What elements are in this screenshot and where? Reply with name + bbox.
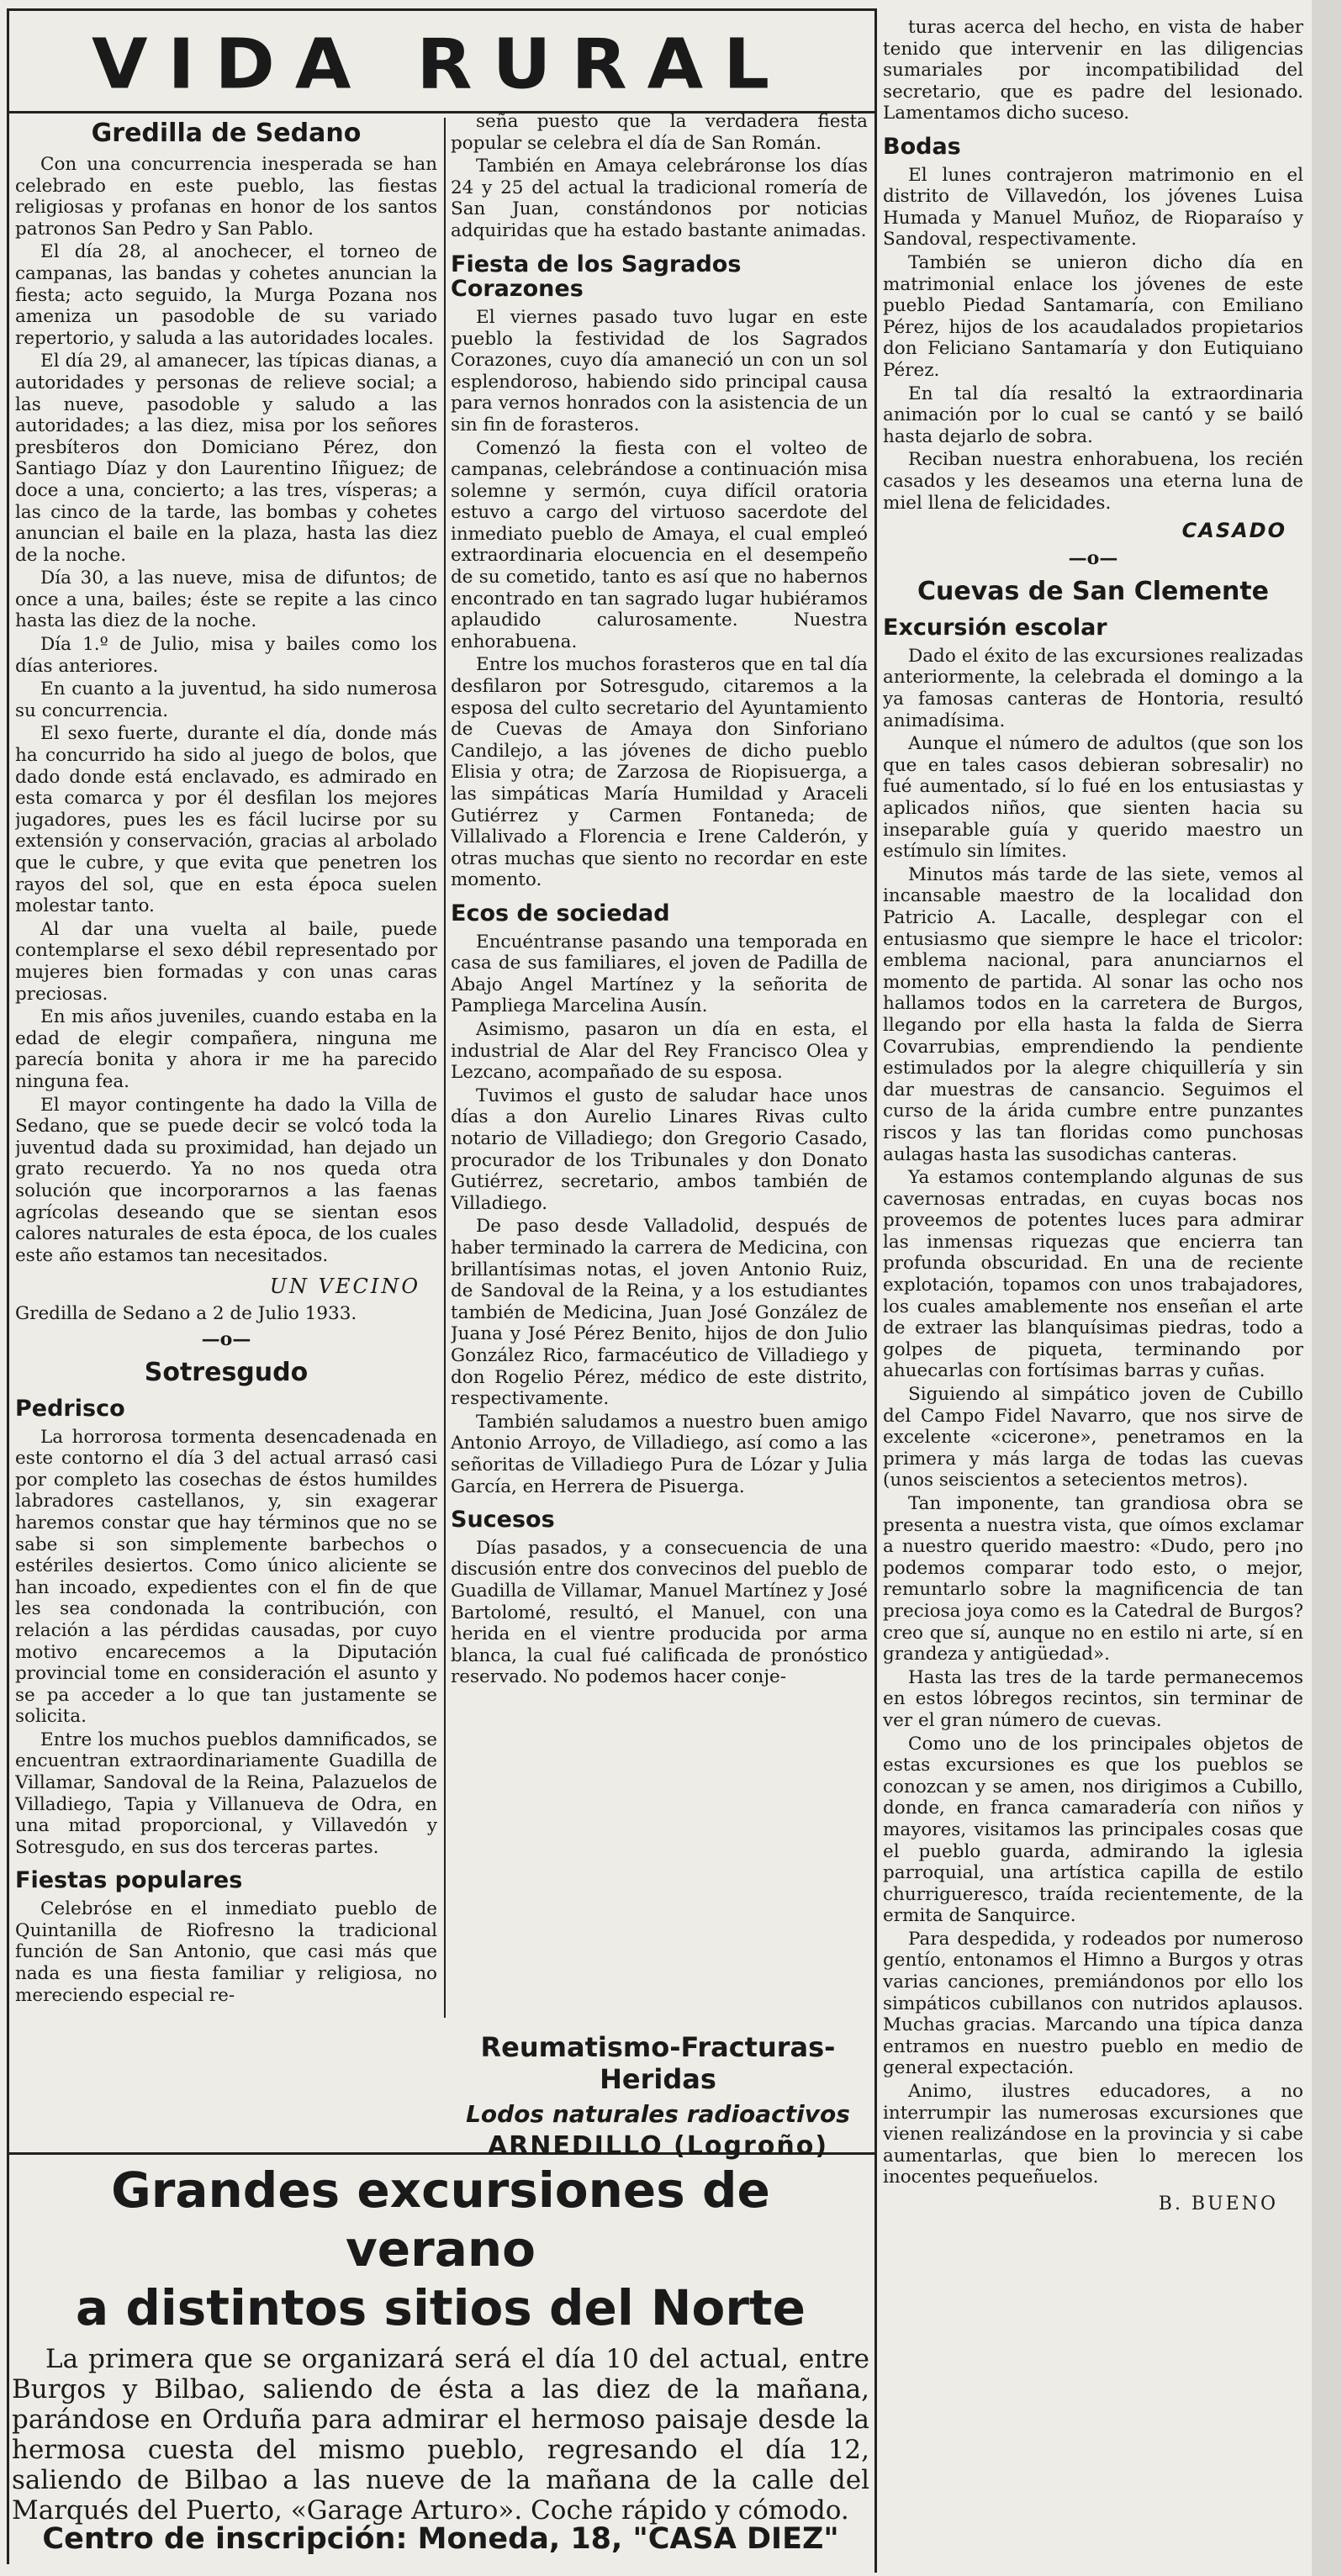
excursion-para: Para despedida, y rodeados por numeroso gentío, entonamos el Himno a Burgos y otras varias canciones, premiándonos por ello los simpáticos cubillanos con nutridos aplausos. Muchas gracias. Marcando una típica danza entramos en nuestro pueblo en medio de general expectación. xyxy=(883,1928,1303,2079)
excursion-para: Ya estamos contemplando algunas de sus cavernosas entradas, en cuyas bocas nos proveemos de potentes luces para admirar las inmensas riquezas que encierra tan profunda obscuridad. En una de reciente explotación, topamos con unos trabajadores, los cuales amablemente nos enseñan el arte de extraer las blanquísimas piedras, todo a golpes de piqueta, terminando por ahuecarlas con fortísimas barras y cuñas. xyxy=(883,1167,1303,1382)
excursion-para: Siguiendo al simpático joven de Cubillo del Campo Fidel Navarro, que nos sirve de excelente «cicerone», penetramos en la primera y más larga de todas las cuevas (unos seiscientos a setecientos metros). xyxy=(883,1384,1303,1491)
excursion-para: Como uno de los principales objetos de estas excursiones es que los pueblos se conozcan y se amen, nos dirigimos a Cubillo, donde, en franca camaradería con niños y mayores, visitamos las principales cosas que el pueblo guarda, admirando la iglesia parroquial, una artística capilla de estilo churrigueresco, traída recientemente, de la ermita de Sanquirce. xyxy=(883,1733,1303,1927)
bodas-signature: CASADO xyxy=(1181,519,1287,543)
col2-para: También en Amaya celebráronse los días 24 y 25 del actual la tradicional romería de San Juan, constándonos por noticias adquiridas que ha estado bastante animadas. xyxy=(451,156,868,241)
pedrisco-para: Entre los muchos pueblos damnificados, se encuentran extraordinariamente Guadilla de Villamar, Sandoval de la Reina, Palazuelos de Villadiego, Tapia y Villanueva de Odra, en una mitad proporcional, y Villavedón y Sotresgudo, en sus dos terceras partes. xyxy=(15,1729,437,1858)
fiesta-corazones-para: Comenzó la fiesta con el volteo de campanas, celebrándose a continuación misa solemne y sermón, cuya difícil oratoria estuvo a cargo del virtuoso sacerdote del inmediato pueblo de Amaya, el cual empleó extraordinaria elocuencia en el desempeño de su cometido, tanto es así que no habernos encontrado en tan sagrado lugar hubiéramos aplaudido calurosamente. Nuestra enhorabuena. xyxy=(451,437,868,652)
gredilla-signature: UN VECINO xyxy=(269,1275,420,1299)
story-headline-line-1: Grandes excursiones de verano xyxy=(111,2162,770,2278)
fiestas-populares-title: Fiestas populares xyxy=(15,1867,243,1894)
gredilla-para: Día 30, a las nueve, misa de difuntos; de once a una, bailes; éste se repite a las cinco hasta las diez de la noche. xyxy=(15,567,437,632)
fiestas-populares-para: Celebróse en el inmediato pueblo de Quintanilla de Riofresno la tradicional función de San Antonio, que casi más que nada es una fiesta familiar y religiosa, no mereciendo especial re- xyxy=(15,1898,437,2006)
sucesos-para: Días pasados, y a consecuencia de una discusión entre dos convecinos del pueblo de Guadilla de Villamar, Manuel Martínez y José Bartolomé, resultó, el Manuel, con una herida en el vientre producida por arma blanca, la cual fué calificada de pronóstico reservado. No podemos hacer conje- xyxy=(451,1537,868,1688)
excursion-para: Hasta las tres de la tarde permanecemos en estos lóbregos recintos, sin terminar de ver el gran número de cuevas. xyxy=(883,1666,1303,1731)
ecos-para: De paso desde Valladolid, después de haber terminado la carrera de Medicina, con brillantísimas notas, el joven Antonio Ruiz, de Sandoval de la Reina, y a los estudiantes también de Medicina, Juan José González de Juana y José Pérez Benito, hijos de don Julio González Rico, farmacéutico de Villadiego y don Rogelio Pérez, médico de este distrito, respectivamente. xyxy=(451,1216,868,1410)
gredilla-para: En mis años juveniles, cuando estaba en la edad de elegir compañera, ninguna me parecía bonita y ahora ir me ha parecido ninguna fea. xyxy=(15,1006,437,1092)
bodas-para: El lunes contrajeron matrimonio en el distrito de Villavedón, los jóvenes Luisa Humada y Manuel Muñoz, de Rioparaíso y Sandoval, respectivamente. xyxy=(883,164,1303,251)
excursion-para: Animo, ilustres educadores, a no interrumpir las numerosas excursiones que vienen realizándose en la provincia y si cabe aumentarlas, que bien lo merecen los inocentes pequeñuelos. xyxy=(883,2081,1303,2188)
cuevas-title: Cuevas de San Clemente xyxy=(917,577,1270,607)
bodas-para: También se unieron dicho día en matrimonial enlace los jóvenes de este pueblo Piedad Santamaría, con Emiliano Pérez, hijos de los acaudalados propietarios don Feliciano Santamaría y don Eutiquiano Pérez. xyxy=(883,252,1303,381)
masthead: VIDA RURAL xyxy=(91,24,790,105)
excursion-para: Aunque el número de adultos (que son los que en tales casos debieran sobresalir) no fué aumentado, sí lo fué en los entusiastas y aplicados niños, que sienten hacia su inseparable guía y querido maestro un estímulo sin límites. xyxy=(883,733,1303,863)
ecos-sociedad-title: Ecos de sociedad xyxy=(451,900,670,926)
story-headline-line-2: a distintos sitios del Norte xyxy=(76,2279,806,2336)
gredilla-para: En cuanto a la juventud, ha sido numerosa su concurrencia. xyxy=(15,678,437,721)
column-2 xyxy=(451,111,868,2019)
grandes-excursiones-story xyxy=(12,2161,869,2527)
gredilla-dateline: Gredilla de Sedano a 2 de Julio 1933. xyxy=(15,1303,357,1325)
gredilla-para: Al dar una vuelta al baile, puede contemplarse el sexo débil representado por mujeres bien formadas y con unas caras preciosas. xyxy=(15,918,437,1005)
pedrisco-para: La horrorosa tormenta desencadenada en este contorno el día 3 del actual arrasó casi por completo las cosechas de éstos humildes labradores castellanos, y, sin exagerar haremos constar que hay términos que no se sabe si son simplemente barbechos o estériles desiertos. Como único aliciente se han incoado, expedientes con el fin de que les sea condonada la contribución, con relación a las pérdidas causadas, por cuyo motivo encarecemos a la Diputación provincial tome en consideración el asunto y se pa acceder a lo que tan justamente se solicita. xyxy=(15,1426,437,1728)
excursion-title: Excursión escolar xyxy=(883,615,1107,641)
col3-para: turas acerca del hecho, en vista de haber tenido que intervenir en las diligencias sumariales por incompatibilidad del secretario, que es padre del lesionado. Lamentamos dicho suceso. xyxy=(883,17,1303,124)
column-rule-2 xyxy=(874,8,877,2573)
ad-line-1: Reumatismo-Fracturas-Heridas xyxy=(480,2031,836,2095)
page-edge xyxy=(1312,0,1342,2576)
top-rule xyxy=(7,8,876,11)
ecos-para: Encuéntranse pasando una temporada en casa de sus familiares, el joven de Padilla de Abajo Angel Martínez y la señorita de Pampliega Marcelina Ausín. xyxy=(451,931,868,1017)
ad-line-2: Lodos naturales radioactivos xyxy=(466,2100,850,2128)
sotresgudo-title: Sotresgudo xyxy=(144,1357,309,1387)
ecos-para: Tuvimos el gusto de saludar hace unos días a don Aurelio Linares Rivas culto notario de Villadiego; don Gregorio Casado, procurador de los Tribunales y don Donato Gutiérrez, secretario, ambos también de Villadiego. xyxy=(451,1085,868,1214)
column-rule-1 xyxy=(444,118,446,2018)
arnedillo-advertisement xyxy=(446,2026,870,2161)
separator: —o— xyxy=(201,1328,251,1350)
ecos-para: Asimismo, pasaron un día en esta, el industrial de Alar del Rey Francisco Olea y Lezcano, acompañado de su esposa. xyxy=(451,1019,868,1084)
column-3 xyxy=(883,17,1303,2573)
gredilla-para: El día 28, al anochecer, el torneo de campanas, las bandas y cohetes anuncian la fiesta; acto seguido, la Murga Pozana nos ameniza un pasodoble de su variado repertorio, y saluda a las autoridades locales. xyxy=(15,241,437,349)
column-rule-left xyxy=(7,8,9,2564)
story-body: La primera que se organizará será el día 10 del actual, entre Burgos y Bilbao, saliendo de ésta a las diez de la mañana, parándose en Orduña para admirar el hermoso paisaje desde la hermosa cuesta del mismo pueblo, regresando el día 12, saliendo de Bilbao a las nueve de la mañana de la calle del Marqués del Puerto, «Garage Arturo». Coche rápido y cómodo. xyxy=(12,2344,869,2526)
excursion-para: Tan imponente, tan grandiosa obra se presenta a nuestra vista, que oímos exclamar a nuestro querido maestro: «Dudo, pero ¡no podemos comparar todo esto, o mejor, remuntarlo sobre la magnificencia de tan preciosa joya como es la Catedral de Burgos? creo que sí, aunque no en estilo ni arte, sí en grandeza y antigüedad». xyxy=(883,1493,1303,1665)
gredilla-title: Gredilla de Sedano xyxy=(91,119,362,148)
sucesos-title: Sucesos xyxy=(451,1507,555,1533)
bodas-para: Reciban nuestra enhorabuena, los recién casados y les deseamos una eterna luna de miel llena de felicidades. xyxy=(883,449,1303,514)
excursion-para: Dado el éxito de las excursiones realizadas anteriormente, la celebrada el domingo a la ya famosas canteras de Hontoria, resultó animadísima. xyxy=(883,645,1303,731)
fiesta-corazones-para: Entre los muchos forasteros que en tal día desfilaron por Sotresgudo, citaremos a la esposa del culto secretario del Ayuntamiento de Cuevas de Amaya don Sinforiano Candilejo, a las jóvenes de dicho pueblo Elisia y otra; de Zarzosa de Riopisuerga, a las simpáticas María Humildad y Araceli Gutiérrez y Carmen Fontaneda; de Villalivado a Florencia e Irene Calderón, y otras muchas que siento no recordar en este momento. xyxy=(451,654,868,891)
gredilla-para: Con una concurrencia inesperada se han celebrado en este pueblo, las fiestas religiosas y profanas en honor de los santos patronos San Pedro y San Pablo. xyxy=(15,154,437,240)
pedrisco-title: Pedrisco xyxy=(15,1395,125,1422)
excursion-signature: B. BUENO xyxy=(1158,2193,1278,2214)
ad-line-3: ARNEDILLO (Logroño) xyxy=(487,2131,829,2161)
gredilla-para: El sexo fuerte, durante el día, donde más ha concurrido ha sido al juego de bolos, que dado donde está enclavado, es admirado en esta comarca y por él desfilan los mejores jugadores, pues les es fácil lucirse por su extensión y conservación, gracias al arbolado que le cubre, y que evita que penetren los rayos del sol, que en esta época suelen molestar tanto. xyxy=(15,723,437,917)
bodas-title: Bodas xyxy=(883,133,961,160)
gredilla-para: El mayor contingente ha dado la Villa de Sedano, que se puede decir se volcó toda la juventud dada su proximidad, han dejado un grato recuerdo. Ya no nos queda otra solución que incorporarnos a las faenas agrícolas deseando que se sientan esos calores naturales de esta época, de los cuales este año estamos tan necesitados. xyxy=(15,1094,437,1266)
gredilla-para: Día 1.º de Julio, misa y bailes como los días anteriores. xyxy=(15,634,437,677)
fiesta-corazones-title: Fiesta de los Sagrados Corazones xyxy=(451,251,742,303)
fiesta-corazones-para: El viernes pasado tuvo lugar en este pueblo la festividad de los Sagrados Corazones, cuyo día amaneció un con un sol esplendoroso, habiendo sido principal causa para vernos honrados con la asistencia de un sin fin de forasteros. xyxy=(451,306,868,435)
separator: —o— xyxy=(1068,547,1118,570)
col2-para: seña puesto que la verdadera fiesta popular se celebra el día de San Román. xyxy=(451,111,868,154)
gredilla-para: El día 29, al amanecer, las típicas dianas, a autoridades y personas de relieve social; a las nueve, pasodoble y saludo a las autoridades; a las diez, misa por los señores presbíteros don Domiciano Pérez, don Santiago Díaz y don Laurentino Iñiguez; de doce a una, concierto; a las tres, vísperas; a las cinco de la tarde, las bombas y cohetes anuncian el baile en la plaza, hasta las diez de la noche. xyxy=(15,351,437,566)
bodas-para: En tal día resaltó la extraordinaria animación por lo cual se cantó y se bailó hasta dejarlo de sobra. xyxy=(883,383,1303,447)
ecos-para: También saludamos a nuestro buen amigo Antonio Arroyo, de Villadiego, así como a las señoritas de Villadiego Pura de Lózar y Julia García, en Herrera de Pisuerga. xyxy=(451,1411,868,1497)
excursion-para: Minutos más tarde de las siete, vemos al incansable maestro de la localidad don Patricio A. Lacalle, desplegar con el entusiasmo que siempre le hace el tricolor: emblema nacional, para anunciarnos el momento de partida. Al sonar las ocho nos hallamos todos en la carretera de Burgos, llegando por ella hasta la falda de Sierra Covarrubias, emprendiendo la pendiente estimulados por la alegre chiquillería y sin dar muestras de cansancio. Seguimos el curso de la árida cumbre entre punzantes riscos y las tan floridas como punchosas aulagas hasta las susodichas canteras. xyxy=(883,863,1303,1165)
centro-inscripcion: Centro de inscripción: Moneda, 18, "CASA DIEZ" xyxy=(42,2522,839,2556)
column-1 xyxy=(15,111,437,2152)
